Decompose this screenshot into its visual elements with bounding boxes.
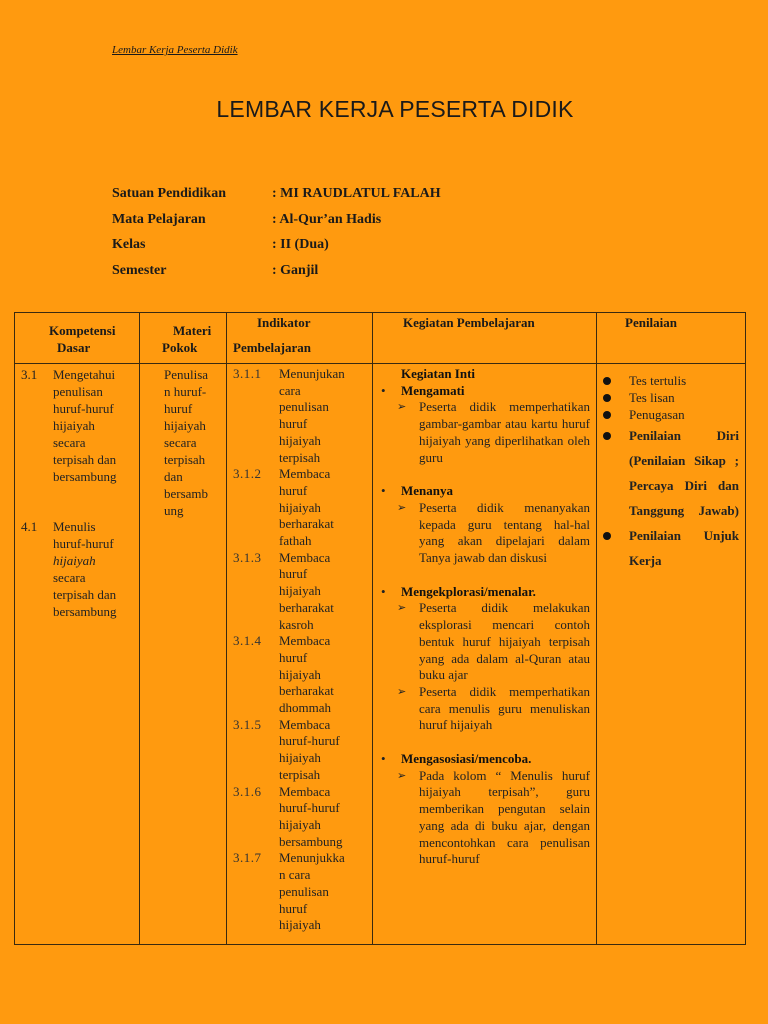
materi-line: Penulisa — [164, 367, 209, 382]
eksplorasi-text-1: Peserta didik melakukan eksplorasi mencari contoh bentuk huruf hijaiyah terpisah yang ada dalam al-Quran atau buku ajar — [419, 600, 590, 683]
indikator-line: hijaiyah — [279, 432, 321, 448]
mengamati-text: Peserta didik memperhatikan gambar-gambar atau kartu huruf hijaiyah yang diperlihatkan oleh guru — [419, 399, 590, 465]
info-row — [112, 263, 441, 289]
header-indikator — [227, 313, 373, 364]
header-indikator-line1: Indikator — [257, 315, 311, 330]
materi-cell — [140, 364, 227, 945]
header-note: Lembar Kerja Peserta Didik — [112, 44, 238, 56]
kompetensi-line: secara — [53, 570, 86, 585]
lesson-table — [14, 312, 746, 945]
info-value: : Al-Qur’an Hadis — [272, 211, 382, 227]
penilaian-item: Tes lisan — [629, 390, 675, 405]
indikator-line: hijaiyah — [279, 583, 321, 599]
indikator-number: 3.1.2 — [233, 466, 262, 482]
menanya-text: Peserta didik menanyakan kepada guru tentang hal-hal yang akan dipelajari dalam Tanya jawab dan diskusi — [419, 499, 590, 566]
indikator-line: hijaiyah — [279, 750, 321, 766]
kegiatan-cell — [373, 364, 597, 945]
materi-line: dan — [164, 469, 183, 484]
header-penilaian-text: Penilaian — [625, 315, 678, 330]
header-kompetensi-line1: Kompetensi — [49, 323, 116, 338]
indikator-cell — [227, 364, 373, 945]
indikator-line: Menunjukan — [279, 366, 345, 381]
materi-line: hijaiyah — [164, 418, 206, 433]
header-kompetensi-line2: Dasar — [57, 340, 91, 355]
kompetensi-line: huruf-huruf — [53, 401, 114, 416]
indikator-line: berharakat — [279, 516, 334, 532]
bullet-dot-icon — [603, 411, 611, 419]
bullet-icon: • — [381, 483, 386, 499]
header-indikator-line2: Pembelajaran — [233, 340, 311, 355]
arrow-bullet-icon: ➢ — [397, 769, 407, 782]
kompetensi-cell — [15, 364, 140, 945]
indikator-line: Membaca — [279, 466, 331, 482]
materi-line: terpisah — [164, 452, 206, 467]
indikator-number: 3.1.4 — [233, 633, 262, 649]
kompetensi-line: bersambung — [53, 469, 117, 484]
bullet-icon: • — [381, 583, 386, 599]
indikator-line: huruf — [279, 649, 308, 665]
materi-line: ung — [164, 503, 184, 518]
indikator-line: huruf — [279, 482, 308, 498]
arrow-bullet-icon: ➢ — [397, 401, 407, 414]
info-label: Satuan Pendidikan — [112, 186, 226, 201]
arrow-bullet-icon: ➢ — [397, 685, 407, 698]
page-title: LEMBAR KERJA PESERTA DIDIK — [216, 96, 574, 122]
indikator-line: huruf — [279, 566, 308, 582]
materi-line: n huruf- — [164, 384, 207, 399]
penilaian-unjuk: Penilaian Unjuk Kerja — [629, 528, 739, 568]
indikator-line: terpisah — [279, 766, 321, 782]
info-label: Mata Pelajaran — [112, 211, 206, 227]
kompetensi-line: hijaiyah — [53, 553, 96, 568]
materi-line: huruf — [164, 401, 193, 416]
indikator-line: huruf-huruf — [279, 800, 340, 816]
indikator-line: hijaiyah — [279, 666, 321, 682]
indikator-line: hijaiyah — [279, 816, 321, 832]
indikator-line: fathah — [279, 533, 312, 549]
arrow-bullet-icon: ➢ — [397, 501, 407, 514]
penilaian-cell — [597, 364, 746, 945]
indikator-number: 3.1.3 — [233, 549, 262, 565]
indikator-number: 3.1.6 — [233, 783, 262, 799]
indikator-line: penulisan — [279, 883, 329, 899]
indikator-line: Membaca — [279, 549, 331, 565]
indikator-item — [227, 366, 372, 466]
bullet-dot-icon — [603, 532, 611, 540]
indikator-item — [227, 550, 372, 634]
info-label: Kelas — [112, 237, 146, 252]
bullet-dot-icon — [603, 377, 611, 385]
bullet-icon: • — [381, 751, 386, 767]
asosiasi-text: Pada kolom “ Menulis huruf hijaiyah terpisah”, guru memberikan pengutan selain yang ada di buku ajar, dengan mencontohkan cara penulisan huruf-huruf — [419, 767, 590, 867]
penilaian-item: Tes tertulis — [629, 373, 687, 388]
indikator-line: n cara — [279, 867, 311, 883]
indikator-line: Membaca — [279, 633, 331, 649]
bullet-icon: • — [381, 382, 386, 398]
kompetensi-number: 4.1 — [21, 519, 38, 534]
indikator-line: Membaca — [279, 783, 331, 799]
indikator-line: terpisah — [279, 449, 321, 465]
kompetensi-line: bersambung — [53, 604, 117, 619]
kompetensi-line: penulisan — [53, 384, 103, 399]
indikator-line: berharakat — [279, 599, 334, 615]
header-kegiatan — [373, 313, 597, 364]
indikator-line: huruf — [279, 900, 308, 916]
header-kompetensi — [15, 313, 140, 364]
indikator-number: 3.1.7 — [233, 850, 262, 866]
info-value: : II (Dua) — [272, 237, 329, 252]
kompetensi-item — [15, 518, 139, 620]
info-row — [112, 212, 441, 238]
penilaian-item: Penugasan — [629, 407, 685, 422]
indikator-line: Menunjukka — [279, 850, 345, 866]
indikator-item — [227, 784, 372, 851]
eksplorasi-text-2: Peserta didik memperhatikan cara menulis guru menuliskan huruf hijaiyah — [419, 683, 590, 733]
indikator-item — [227, 850, 372, 934]
indikator-line: berharakat — [279, 683, 334, 699]
indikator-item — [227, 633, 372, 717]
table-header-row — [15, 313, 746, 364]
indikator-item — [227, 466, 372, 550]
eksplorasi-heading: Mengekplorasi/menalar. — [401, 583, 536, 599]
table-body-row — [15, 364, 746, 945]
kompetensi-line: hijaiyah — [53, 418, 95, 433]
indikator-line: dhommah — [279, 700, 331, 716]
info-row — [112, 237, 441, 263]
indikator-number: 3.1.1 — [233, 366, 262, 381]
kompetensi-item — [15, 366, 139, 485]
header-materi-line2: Pokok — [162, 340, 198, 355]
info-value: : Ganjil — [272, 262, 319, 278]
indikator-line: hijaiyah — [279, 917, 321, 933]
arrow-bullet-icon: ➢ — [397, 602, 407, 615]
indikator-line: kasroh — [279, 616, 314, 632]
indikator-line: huruf-huruf — [279, 733, 340, 749]
info-value: : MI RAUDLATUL FALAH — [272, 186, 441, 201]
header-penilaian — [597, 313, 746, 364]
kegiatan-inti-heading: Kegiatan Inti — [401, 366, 476, 381]
kompetensi-line: huruf-huruf — [53, 536, 114, 551]
indikator-line: Membaca — [279, 716, 331, 732]
menanya-heading: Menanya — [401, 483, 453, 499]
info-row — [112, 186, 441, 212]
kompetensi-line: Menulis — [53, 519, 96, 534]
indikator-line: huruf — [279, 416, 308, 432]
indikator-line: hijaiyah — [279, 499, 321, 515]
header-kegiatan-text: Kegiatan Pembelajaran — [403, 315, 535, 330]
materi-line: bersamb — [164, 486, 209, 501]
kompetensi-line: terpisah dan — [53, 452, 117, 467]
bullet-dot-icon — [603, 394, 611, 402]
penilaian-diri: Penilaian Diri (Penilaian Sikap ; Percaya Diri dan Tanggung Jawab) — [629, 428, 739, 518]
header-materi — [140, 313, 227, 364]
kompetensi-line: Mengetahui — [53, 367, 116, 382]
info-block — [112, 186, 441, 288]
info-label: Semester — [112, 262, 167, 278]
asosiasi-heading: Mengasosiasi/mencoba. — [401, 751, 532, 767]
kompetensi-line: terpisah dan — [53, 587, 117, 602]
indikator-item — [227, 717, 372, 784]
indikator-line: bersambung — [279, 833, 343, 849]
indikator-number: 3.1.5 — [233, 716, 262, 732]
bullet-dot-icon — [603, 432, 611, 440]
kompetensi-line: secara — [53, 435, 86, 450]
indikator-line: penulisan — [279, 399, 329, 415]
indikator-line: cara — [279, 382, 301, 398]
materi-line: secara — [164, 435, 197, 450]
mengamati-heading: Mengamati — [401, 382, 465, 398]
header-materi-line1: Materi — [173, 323, 212, 338]
kompetensi-number: 3.1 — [21, 367, 38, 382]
